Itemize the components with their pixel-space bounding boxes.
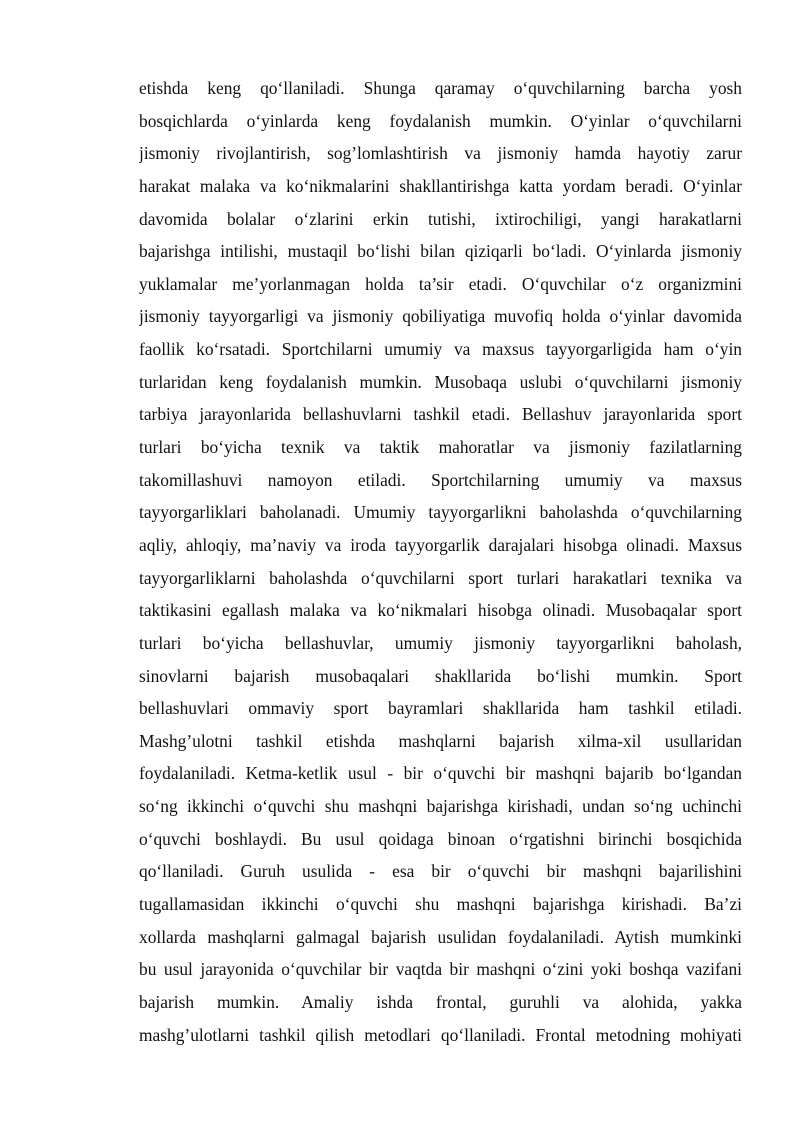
text-line: tugallamasidan ikkinchi o‘quvchi shu mashqni bajarishga kirishadi. Ba’zi <box>139 894 742 915</box>
text-line: taktikasini egallash malaka va ko‘nikmalari hisobga olinadi. Musobaqalar sport <box>139 600 742 621</box>
text-line: o‘quvchi boshlaydi. Bu usul qoidaga binoan o‘rgatishni birinchi bosqichida <box>139 828 742 849</box>
text-line: Mashg’ulotni tashkil etishda mashqlarni bajarish xilma-xil usullaridan <box>139 730 742 751</box>
text-line: xollarda mashqlarni galmagal bajarish usulidan foydalaniladi. Aytish mumkinki <box>139 926 742 947</box>
text-line: tarbiya jarayonlarida bellashuvlarni tashkil etadi. Bellashuv jarayonlarida sport <box>139 404 742 425</box>
text-line: harakat malaka va ko‘nikmalarini shakllantirishga katta yordam beradi. O‘yinlar <box>139 175 742 196</box>
text-line: turlari bo‘yicha texnik va taktik mahoratlar va jismoniy fazilatlarning <box>139 437 742 458</box>
text-line: turlaridan keng foydalanish mumkin. Musobaqa uslubi o‘quvchilarni jismoniy <box>139 371 742 392</box>
text-line: foydalaniladi. Ketma-ketlik usul - bir o‘quvchi bir mashqni bajarib bo‘lgandan <box>139 763 742 784</box>
text-line: takomillashuvi namoyon etiladi. Sportchilarning umumiy va maxsus <box>139 469 742 490</box>
text-line: bajarishga intilishi, mustaqil bo‘lishi bilan qiziqarli bo‘ladi. O‘yinlarda jismoniy <box>139 241 742 262</box>
text-line: aqliy, ahloqiy, ma’naviy va iroda tayyorgarlik darajalari hisobga olinadi. Maxsus <box>139 534 742 555</box>
text-line: sinovlarni bajarish musobaqalari shakllarida bo‘lishi mumkin. Sport <box>139 665 742 686</box>
text-line: tayyorgarliklari baholanadi. Umumiy tayyorgarlikni baholashda o‘quvchilarning <box>139 502 742 523</box>
text-line: so‘ng ikkinchi o‘quvchi shu mashqni bajarishga kirishadi, undan so‘ng uchinchi <box>139 796 742 817</box>
text-line: tayyorgarliklarni baholashda o‘quvchilarni sport turlari harakatlari texnika va <box>139 567 742 588</box>
text-line: bu usul jarayonida o‘quvchilar bir vaqtda bir mashqni o‘zini yoki boshqa vazifani <box>139 959 742 980</box>
text-line: jismoniy rivojlantirish, sog’lomlashtirish va jismoniy hamda hayotiy zarur <box>139 143 742 164</box>
text-line: qo‘llaniladi. Guruh usulida - esa bir o‘quvchi bir mashqni bajarilishini <box>139 861 742 882</box>
text-line: mashg’ulotlarni tashkil qilish metodlari qo‘llaniladi. Frontal metodning mohiyati <box>139 1024 742 1045</box>
text-line: bosqichlarda o‘yinlarda keng foydalanish mumkin. O‘yinlar o‘quvchilarni <box>139 110 742 131</box>
text-line: faollik ko‘rsatadi. Sportchilarni umumiy va maxsus tayyorgarligida ham o‘yin <box>139 339 742 360</box>
body-text <box>139 72 742 1051</box>
text-line: turlari bo‘yicha bellashuvlar, umumiy jismoniy tayyorgarlikni baholash, <box>139 632 742 653</box>
text-line: etishda keng qo‘llaniladi. Shunga qaramay o‘quvchilarning barcha yosh <box>139 78 742 98</box>
text-line: bajarish mumkin. Amaliy ishda frontal, guruhli va alohida, yakka <box>139 991 742 1012</box>
text-line: jismoniy tayyorgarligi va jismoniy qobiliyatiga muvofiq holda o‘yinlar davomida <box>139 306 742 327</box>
text-line: yuklamalar me’yorlanmagan holda ta’sir etadi. O‘quvchilar o‘z organizmini <box>139 273 742 294</box>
text-line: davomida bolalar o‘zlarini erkin tutishi, ixtirochiligi, yangi harakatlarni <box>139 208 742 229</box>
text-line: bellashuvlari ommaviy sport bayramlari shakllarida ham tashkil etiladi. <box>139 698 742 719</box>
